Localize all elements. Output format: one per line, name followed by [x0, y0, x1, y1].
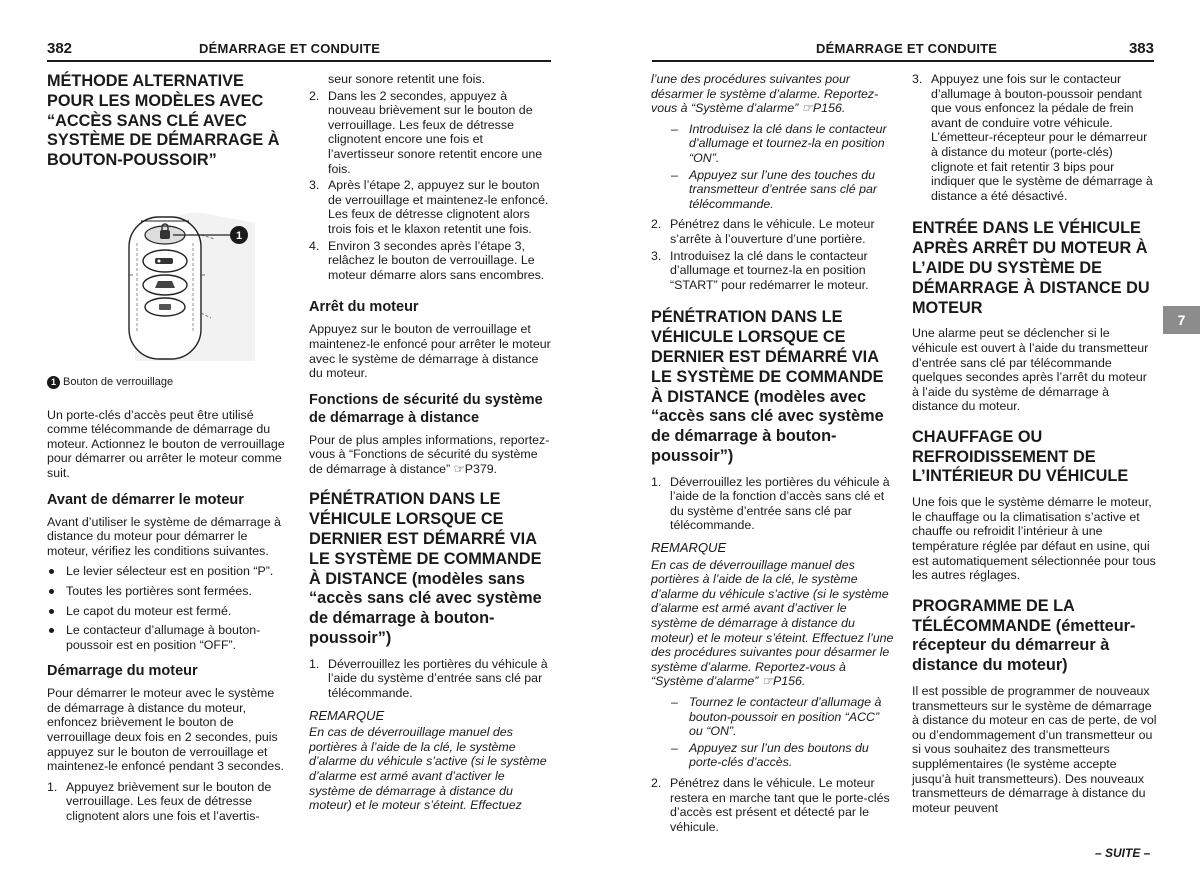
step-number: 3.	[309, 178, 320, 193]
list-item: Le capot du moteur est fermé.	[47, 604, 290, 619]
alarm-procedures-list	[651, 122, 894, 212]
remarque-paragraph: En cas de déverrouillage manuel des portières à l’aide de la clé, le système d’alarme du véhicule s’active (si le système d’alarme est armé avant d’activer le système de démarrage à distance du moteur) et le moteur s’éteint. Effectuez l’une des procédures suivantes pour désarmer le système d’alarme. Reportez-vous à “Système d’alarme” ☞P156.	[651, 557, 894, 689]
step-text: Dans les 2 secondes, appuyez à nouveau brièvement sur le bouton de verrouillage. Les feux de détresse clignotent encore une fois et l’avertisseur sonore retentit encore une fois.	[328, 88, 543, 176]
step-number: 2.	[651, 217, 662, 232]
list-item: Le contacteur d’allumage à bouton-poussoir est en position “OFF”.	[47, 623, 290, 652]
header-title-left: DÉMARRAGE ET CONDUITE	[199, 41, 381, 56]
key-fob-illustration	[127, 213, 277, 363]
caption-text: Bouton de verrouillage	[63, 375, 174, 388]
step-number: 1.	[651, 474, 662, 489]
step-text: Pénétrez dans le véhicule. Le moteur restera en marche tant que le porte-clés d’accès est présent et détecté par le véhicule.	[670, 775, 890, 834]
alarm-procedures-list-2	[651, 695, 894, 770]
list-item	[651, 217, 894, 246]
steps-list-continued-right	[912, 72, 1157, 203]
conditions-list	[47, 564, 290, 652]
step-number: 2.	[651, 775, 662, 790]
avant-paragraph: Avant d’utiliser le système de démarrage à distance du moteur pour démarrer le moteur, vérifiez les conditions suivantes.	[47, 514, 281, 558]
list-item	[912, 72, 1157, 203]
page-number-right: 383	[1128, 40, 1154, 57]
entree-paragraph: Une alarme peut se déclencher si le véhicule est ouvert à l’aide du transmetteur d’entrée sans clé par télécommande quelques secondes après l’arrêt du moteur à l’aide du système de démarrage à distance du moteur.	[912, 326, 1149, 414]
step-number: 1.	[309, 656, 320, 671]
list-item: – Tournez le contacteur d’allumage à bouton-poussoir en position “ACC” ou “ON”.	[651, 695, 894, 739]
remarque-heading: REMARQUE	[651, 540, 727, 556]
intro-paragraph: Un porte-clés d’accès peut être utilisé comme télécommande de démarrage du moteur. Actionnez le bouton de verrouillage pour démarrer ou arrêter le moteur comme suit.	[47, 407, 285, 480]
chauffage-paragraph: Une fois que le système démarre le moteur, le chauffage ou la climatisation s’active et chauffe ou refroidit l’intérieur à une température réglée par défaut en usine, qui est automatiquement sélectionnée pour tous les autres réglages.	[912, 495, 1156, 583]
figure-caption	[47, 375, 290, 390]
list-item	[309, 657, 551, 701]
step-number: 4.	[309, 238, 320, 253]
fonctions-paragraph: Pour de plus amples informations, reportez-vous à “Fonctions de sécurité du système de démarrage à distance” ☞P379.	[309, 432, 550, 476]
step-number: 1.	[47, 779, 58, 794]
list-item	[309, 239, 551, 283]
step-text: Déverrouillez les portières du véhicule à l’aide de la fonction d’accès sans clé et du système d’entrée sans clé par télécommande.	[670, 474, 890, 533]
step-text: Appuyez une fois sur le contacteur d’allumage à bouton-poussoir pendant que vous enfoncez la pédale de frein avant de conduire votre véhicule. L’émetteur-récepteur pour le démarreur à distance du moteur (porte-clés) clignote et fait retentir 3 bips pour indiquer que le système de démarrage à distance a été désactivé.	[931, 72, 1153, 203]
list-item	[47, 780, 290, 824]
section-title-alternative-method: MÉTHODE ALTERNATIVE POUR LES MODÈLES AVEC “ACCÈS SANS CLÉ AVEC SYSTÈME DE DÉMARRAGE À BOUTON-POUSSOIR”	[47, 72, 280, 170]
page-number-left: 382	[47, 40, 73, 57]
step-text: Appuyez brièvement sur le bouton de verrouillage. Les feux de détresse clignotent alors une fois et l’avertis-	[66, 779, 272, 824]
penetration-steps-avec	[651, 475, 894, 533]
page-header-left	[47, 40, 551, 62]
list-item: – Introduisez la clé dans le contacteur d’allumage et tournez-la en position “ON”.	[651, 122, 894, 166]
heading-penetration-sans-acces: PÉNÉTRATION DANS LE VÉHICULE LORSQUE CE DERNIER EST DÉMARRÉ VIA LE SYSTÈME DE COMMANDE À DISTANCE (modèles sans “accès sans clé avec système de démarrage à bouton-poussoir”)	[309, 490, 542, 648]
heading-programme-telecommande: PROGRAMME DE LA TÉLÉCOMMANDE (émetteur-récepteur du démarreur à distance du moteur)	[912, 596, 1136, 675]
list-item: – Appuyez sur l’un des boutons du porte-clés d’accès.	[651, 741, 894, 770]
step-number: 3.	[912, 72, 923, 86]
chapter-tab: 7	[1163, 306, 1200, 334]
step-number: 3.	[651, 248, 662, 263]
programme-paragraph: Il est possible de programmer de nouveaux transmetteurs sur le système de démarrage à distance du moteur en cas de perte, de vol ou d’endommagement d’un transmetteur ou si vous souhaitez des transmetteurs supplémentaires (le système accepte jusqu’à huit transmetteurs). Des nouveaux transmetteurs de démarrage à distance du moteur peuvent	[912, 684, 1157, 815]
remarque-continuation: l’une des procédures suivantes pour désarmer le système d’alarme. Reportez-vous à “Système d’alarme” ☞P156.	[651, 72, 879, 116]
page-header-right	[652, 40, 1154, 62]
heading-demarrage-moteur: Démarrage du moteur	[47, 663, 198, 680]
step-text: Introduisez la clé dans le contacteur d’allumage et tournez-la en position “START” pour redémarrer le moteur.	[670, 248, 869, 292]
penetration-steps	[309, 657, 551, 701]
left-column-2	[309, 72, 551, 819]
heading-chauffage: CHAUFFAGE OU REFROIDISSEMENT DE L’INTÉRIEUR DU VÉHICULE	[912, 427, 1129, 486]
heading-arret-moteur: Arrêt du moteur	[309, 299, 419, 316]
list-item	[309, 89, 551, 177]
figure-callout-1: 1	[235, 229, 243, 242]
arret-paragraph: Appuyez sur le bouton de verrouillage et maintenez-le enfoncé pour arrêter le moteur avec le système de démarrage à distance du moteur.	[309, 322, 551, 381]
list-item	[651, 776, 894, 834]
step-continuation: seur sonore retentit une fois.	[328, 72, 486, 86]
step-number: 2.	[309, 88, 320, 103]
demarrage-paragraph: Pour démarrer le moteur avec le système de démarrage à distance du moteur, enfoncez brièvement le bouton de verrouillage deux fois en 2 secondes, puis appuyez sur le bouton de verrouillage et maintenez-le enfoncé pendant 3 secondes.	[47, 686, 284, 774]
left-column-1	[47, 72, 290, 829]
continued-marker: – SUITE –	[1095, 846, 1151, 860]
step-text: Environ 3 secondes après l’étape 3, relâchez le bouton de verrouillage. Le moteur démarre alors sans encombres.	[328, 238, 545, 282]
key-fob-figure	[127, 213, 277, 363]
list-item: Toutes les portières sont fermées.	[47, 584, 290, 599]
heading-penetration-avec-acces: PÉNÉTRATION DANS LE VÉHICULE LORSQUE CE DERNIER EST DÉMARRÉ VIA LE SYSTÈME DE COMMANDE À DISTANCE (modèles avec “accès sans clé avec système de démarrage à bouton-poussoir”)	[651, 308, 884, 465]
header-title-right: DÉMARRAGE ET CONDUITE	[816, 41, 998, 56]
step-text: Déverrouillez les portières du véhicule à l’aide du système d’entrée sans clé par télécommande.	[328, 656, 548, 701]
right-page	[600, 0, 1200, 896]
steps-list-continued	[309, 89, 551, 283]
right-column-2	[912, 72, 1157, 821]
steps-list-avec-acces	[651, 776, 894, 834]
list-item	[309, 178, 551, 236]
heading-fonctions-securite: Fonctions de sécurité du système de démarrage à distance	[309, 391, 543, 426]
list-item	[651, 249, 894, 293]
caption-callout: 1	[47, 376, 60, 389]
right-column-1	[651, 72, 894, 839]
list-item: – Appuyez sur l’une des touches du transmetteur d’entrée sans clé par télécommande.	[651, 168, 894, 212]
list-item	[651, 475, 894, 533]
step-text: Pénétrez dans le véhicule. Le moteur s’arrête à l’ouverture d’une portière.	[670, 217, 875, 246]
steps-list-sans-acces	[651, 217, 894, 292]
heading-entree-vehicule: ENTRÉE DANS LE VÉHICULE APRÈS ARRÊT DU MOTEUR À L’AIDE DU SYSTÈME DE DÉMARRAGE À DISTANCE DU MOTEUR	[912, 219, 1150, 317]
remarque-heading: REMARQUE	[309, 707, 385, 723]
heading-avant-demarrer: Avant de démarrer le moteur	[47, 491, 244, 508]
step-text: Après l’étape 2, appuyez sur le bouton de verrouillage et maintenez-le enfoncé. Les feux de détresse clignotent alors trois fois et le klaxon retentit une fois.	[328, 178, 549, 236]
list-item: Le levier sélecteur est en position “P”.	[47, 564, 290, 579]
remarque-paragraph: En cas de déverrouillage manuel des portières à l’aide de la clé, le système d’alarme du véhicule s’active (si le système d’alarme est armé avant d’activer le système de démarrage à distance du moteur) et le moteur s’éteint. Effectuez	[309, 725, 547, 813]
steps-list-start	[47, 780, 290, 824]
